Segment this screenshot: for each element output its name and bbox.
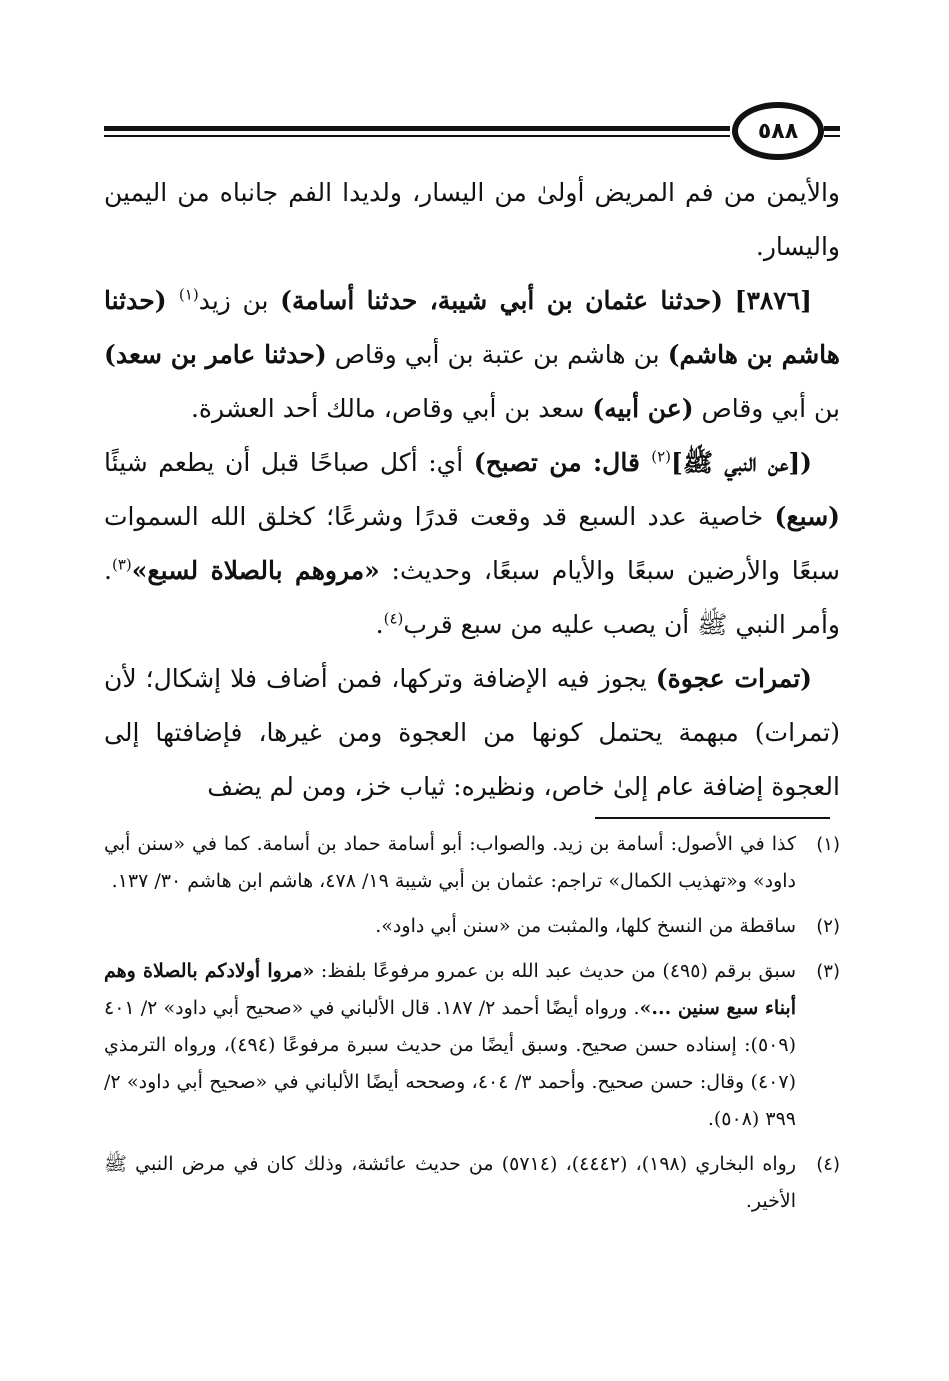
footnote-number: (٣)	[816, 961, 840, 982]
page-number-badge	[732, 102, 824, 160]
page-number: ٥٨٨	[757, 118, 799, 144]
paragraph-2	[104, 274, 840, 436]
footnote-separator	[595, 817, 830, 819]
footnote-quoted-hadith: «مروا أولادكم بالصلاة وهم أبناء سبع سنين ...»	[104, 960, 796, 1019]
explanation-4: .	[375, 610, 384, 639]
explanation-3: . وأمر النبي ﷺ أن يصب عليه من سبع قرب	[104, 556, 840, 639]
footnote-4	[104, 1146, 840, 1220]
footnote-text: كذا في الأصول: أسامة بن زيد. والصواب: أبو أسامة حماد بن أسامة. كما في «سنن أبي داود» و«تهذيب الكمال» تراجم: عثمان بن أبي شيبة ١٩/ ٤٧٨، هاشم ابن هاشم ٣٠/ ١٣٧.	[104, 833, 796, 892]
footnotes	[104, 826, 840, 1228]
commentary-3: بن أبي وقاص	[693, 394, 840, 423]
footnote-text: رواه البخاري (١٩٨)، (٤٤٤٢)، (٥٧١٤) من حديث عائشة، وذلك كان في مرض النبي ﷺ الأخير.	[104, 1153, 797, 1212]
quoted-hadith: «مروهم بالصلاة لسبع»	[131, 556, 380, 585]
footnote-number: (٢)	[816, 916, 840, 937]
footnote-text-part-2: . ورواه أيضًا أحمد ٢/ ١٨٧. قال الألباني في «صحيح أبي داود» ٢/ ٤٠١ (٥٠٩): إسناده حسن صحيح. وسبق أيضًا من حديث سبرة مرفوعًا (٤٩٤)، ورواه الترمذي (٤٠٧) وقال: حسن صحيح. وأحمد ٣/ ٤٠٤، وصححه أيضًا الألباني في «صحيح أبي داود» ٢/ ٣٩٩ (٥٠٨).	[104, 997, 797, 1130]
footnote-text: ساقطة من النسخ كلها، والمثبت من «سنن أبي داود».	[375, 915, 796, 937]
matn-segment-4: (تمرات عجوة)	[655, 664, 812, 693]
paragraph-3	[104, 436, 840, 652]
commentary-2: بن هاشم بن عتبة بن أبي وقاص	[326, 340, 668, 369]
footnote-ref-4[interactable]: (٤)	[383, 609, 404, 628]
isnad-segment-2: (حدثنا هاشم بن هاشم)	[104, 286, 840, 369]
isnad-segment-1: (حدثنا عثمان بن أبي شيبة، حدثنا أسامة)	[280, 286, 723, 315]
matn-segment-3: (سبع)	[774, 502, 840, 531]
footnote-1	[104, 826, 840, 900]
footnote-text	[104, 953, 796, 1138]
main-text	[104, 166, 840, 814]
footnote-number: (١)	[816, 834, 840, 855]
header-rule-stub-thin	[824, 135, 840, 137]
header-rule-stub-thick	[824, 126, 840, 131]
footnote-3	[104, 953, 840, 1138]
explanation-2: خاصية عدد السبع قد وقعت قدرًا وشرعًا؛ كخلق الله السموات سبعًا والأرضين سبعًا والأيام سبعًا، وحديث:	[104, 502, 840, 585]
footnote-2	[104, 908, 840, 945]
isnad-segment-4: (عن أبيه)	[592, 394, 694, 423]
footnote-text-part-1: سبق برقم (٤٩٥) من حديث عبد الله بن عمرو مرفوعًا بلفظ:	[314, 960, 797, 982]
footnote-ref-2[interactable]: (٢)	[651, 447, 672, 466]
footnote-ref-3[interactable]: (٣)	[111, 555, 132, 574]
matn-segment-2: قال: من تصبح)	[473, 448, 652, 477]
matn-segment-1: ([عن النبي ﷺ]	[671, 448, 812, 477]
explanation-1: أي: أكل صباحًا قبل أن يطعم شيئًا	[104, 448, 474, 477]
footnote-number: (٤)	[816, 1154, 840, 1175]
paragraph-4	[104, 652, 840, 814]
page-header	[104, 100, 840, 164]
header-rule-thin	[104, 135, 730, 137]
footnote-ref-1[interactable]: (١)	[178, 285, 199, 304]
header-rule-thick	[104, 126, 730, 131]
explanation-5: يجوز فيه الإضافة وتركها، فمن أضاف فلا إشكال؛ لأن (تمرات) مبهمة يحتمل كونها من العجوة ومن غيرها، فإضافتها إلى العجوة إضافة عام إلىٰ خاص، ونظيره: ثياب خز، ومن لم يضف	[104, 664, 840, 801]
commentary-4: سعد بن أبي وقاص، مالك أحد العشرة.	[190, 394, 593, 423]
paragraph-1: والأيمن من فم المريض أولىٰ من اليسار، ولديدا الفم جانباه من اليمين واليسار.	[104, 178, 840, 261]
isnad-segment-3: (حدثنا عامر بن سعد)	[104, 340, 327, 369]
hadith-number: [٣٨٧٦]	[734, 286, 812, 315]
commentary-1: بن زيد	[198, 286, 281, 315]
